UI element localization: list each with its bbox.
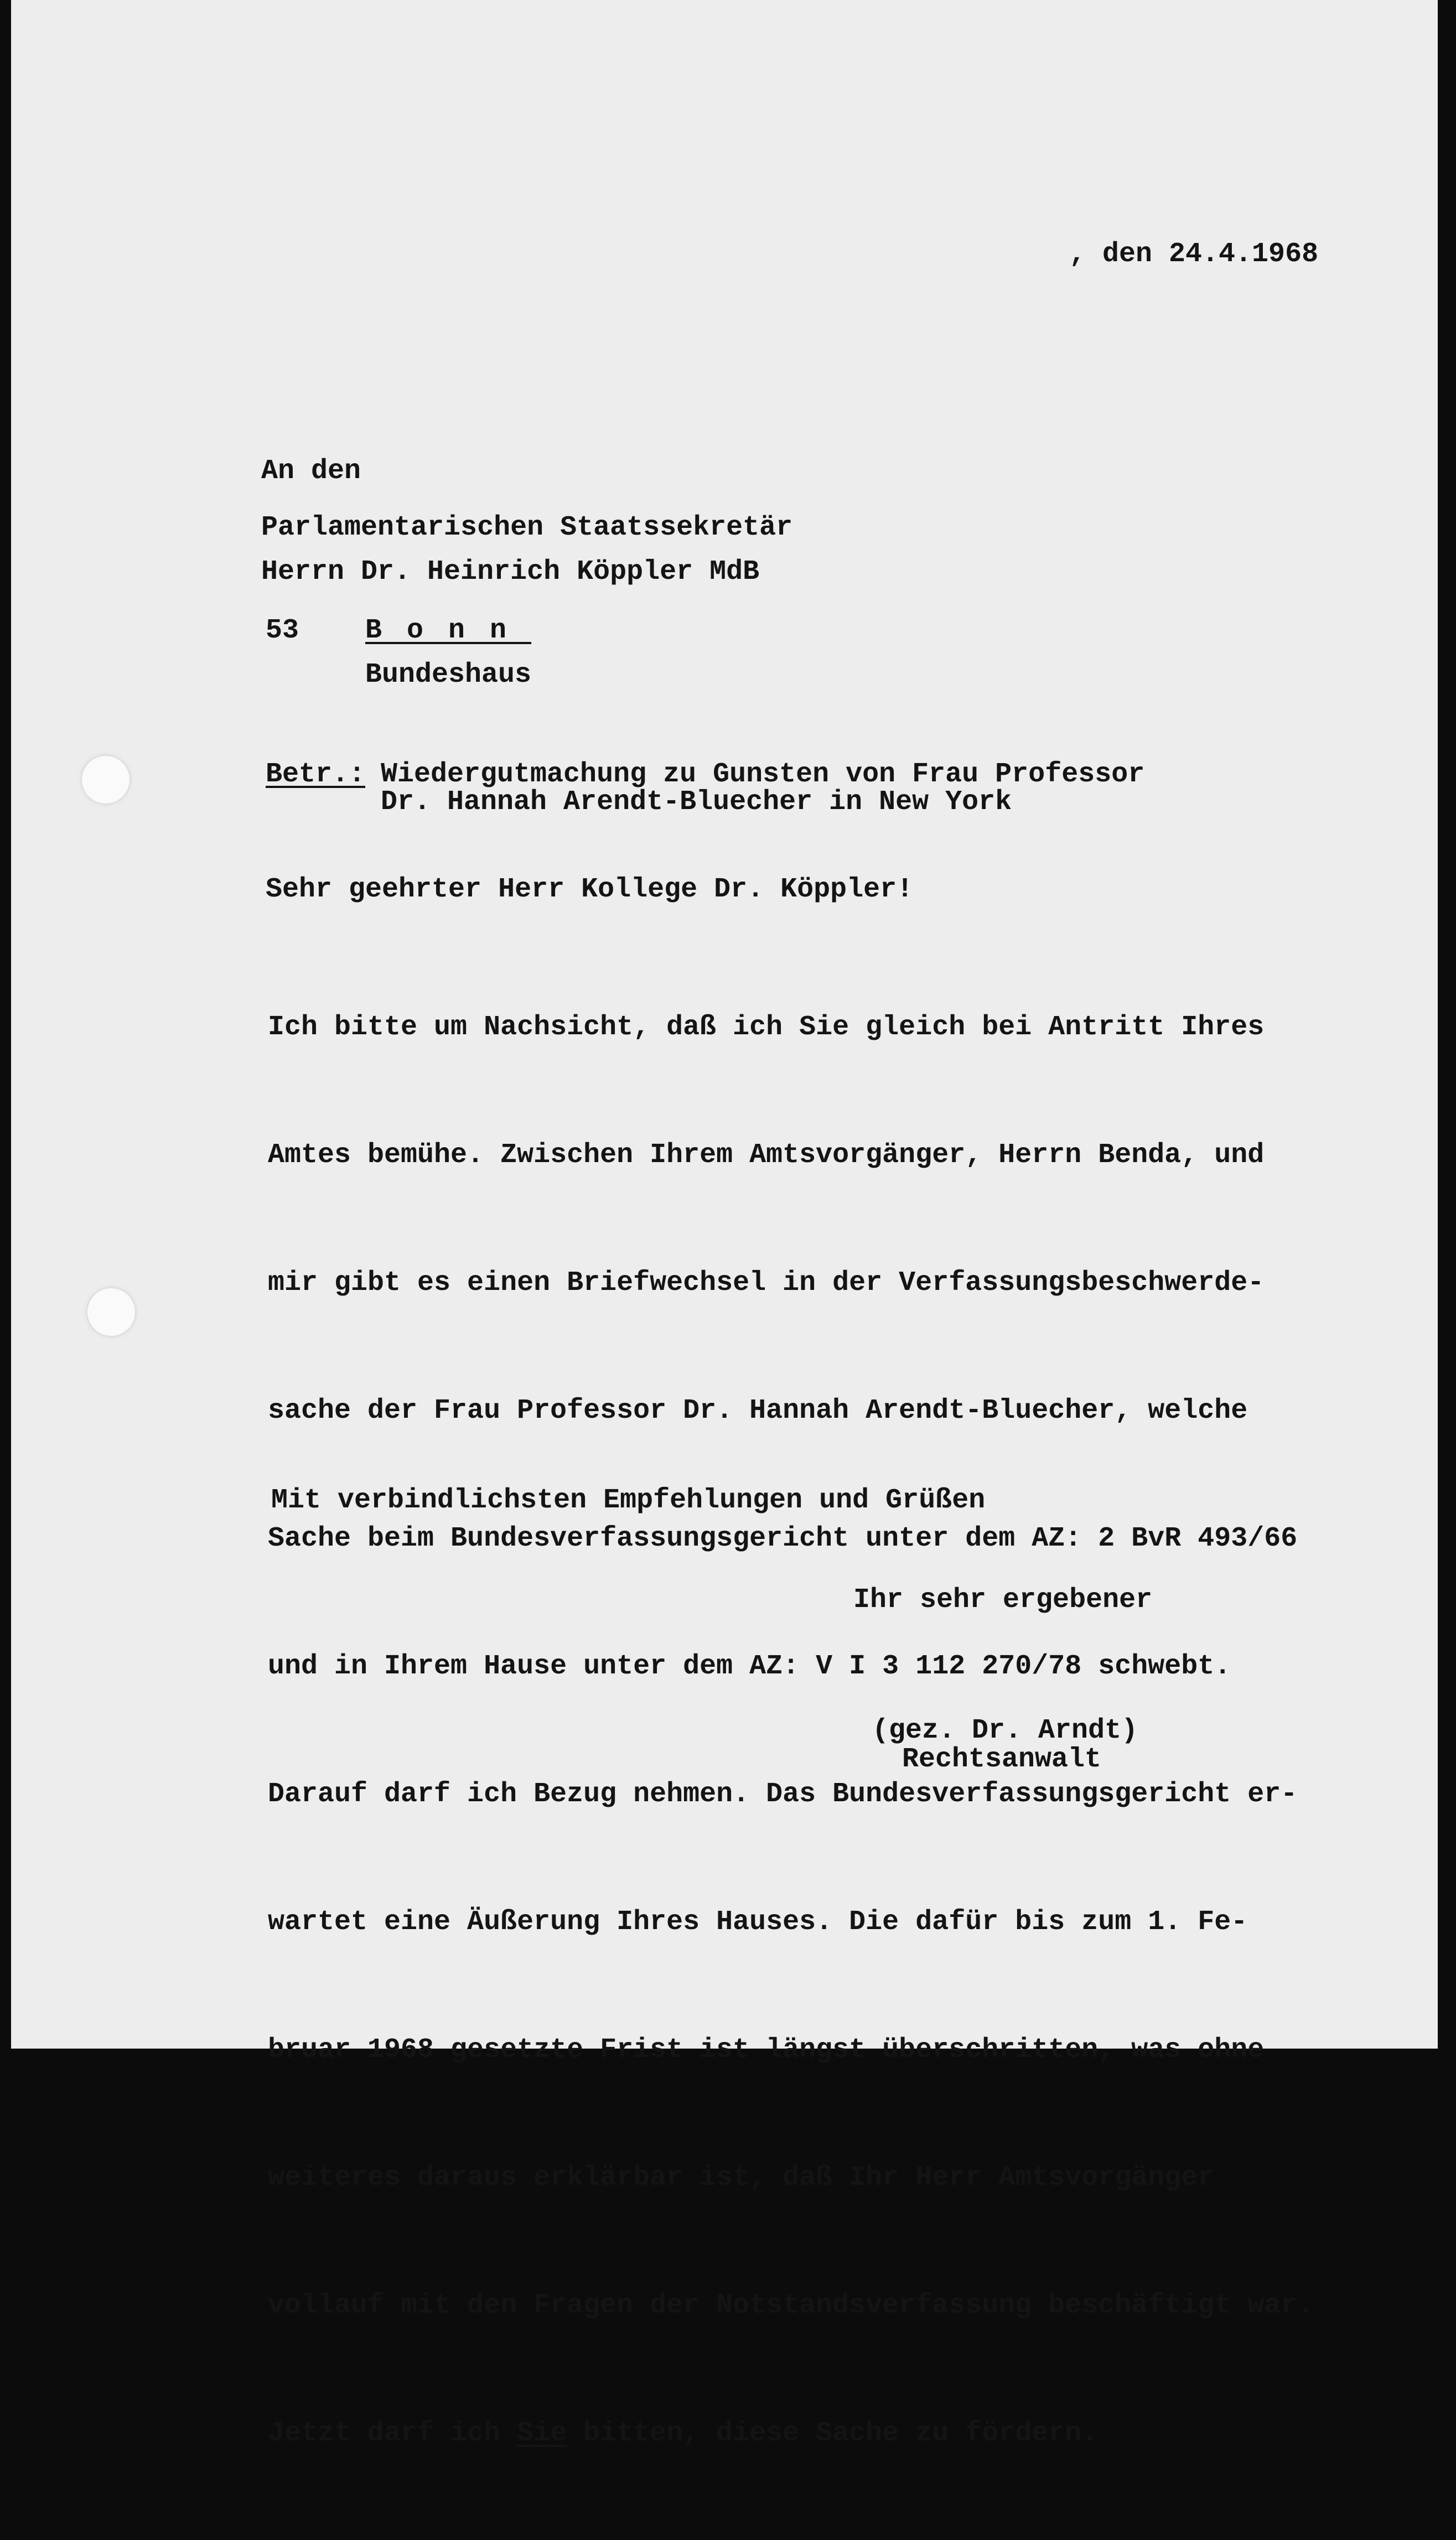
- subject-line-1: Wiedergutmachung zu Gunsten von Frau Professor: [381, 759, 1145, 790]
- body-line: Ich bitte um Nachsicht, daß ich Sie gleich bei Antritt Ihres: [268, 1012, 1265, 1043]
- body-line: weiteres daraus erklärbar ist, daß Ihr Herr Amtsvorgänger: [268, 2162, 1215, 2194]
- date-line: , den 24.4.1968: [1069, 239, 1319, 270]
- punch-hole-bottom: [87, 1288, 135, 1336]
- subject-line-2: Dr. Hannah Arendt-Bluecher in New York: [381, 786, 1012, 818]
- body-line: Sache beim Bundesverfassungsgericht unter dem AZ: 2 BvR 493/66: [268, 1523, 1298, 1554]
- punch-hole-top: [82, 756, 129, 804]
- recipient-name: Herrn Dr. Heinrich Köppler MdB: [261, 556, 760, 588]
- signer-title: Rechtsanwalt: [902, 1744, 1102, 1775]
- body-line: vollauf mit den Fragen der Notstandsverfassung beschäftigt war.: [268, 2290, 1314, 2321]
- body-line: wartet eine Äußerung Ihres Hauses. Die dafür bis zum 1. Fe-: [268, 1906, 1248, 1938]
- building: Bundeshaus: [365, 659, 532, 691]
- closing: Mit verbindlichsten Empfehlungen und Grüßen: [271, 1485, 986, 1516]
- body-last-line: [268, 2412, 1314, 2455]
- city: Bonn: [365, 615, 532, 646]
- signature: (gez. Dr. Arndt): [872, 1715, 1138, 1746]
- postal-code: 53: [266, 615, 299, 646]
- subject-label: Betr.:: [266, 759, 366, 790]
- body-line: Darauf darf ich Bezug nehmen. Das Bundesverfassungsgericht er-: [268, 1779, 1298, 1810]
- body-line: Amtes bemühe. Zwischen Ihrem Amtsvorgänger, Herrn Benda, und: [268, 1139, 1265, 1171]
- greeting: Sehr geehrter Herr Kollege Dr. Köppler!: [266, 874, 914, 905]
- emphasized-word: Sie: [517, 2418, 567, 2449]
- sign-off: Ihr sehr ergebener: [853, 1584, 1153, 1616]
- recipient-title: Parlamentarischen Staatssekretär: [261, 512, 793, 543]
- letter-page: [11, 0, 1438, 2449]
- recipient-prefix: An den: [261, 455, 361, 487]
- body-line: mir gibt es einen Briefwechsel in der Verfassungsbeschwerde-: [268, 1267, 1265, 1299]
- body-line: bruar 1968 gesetzte Frist ist längst überschritten, was ohne: [268, 2034, 1265, 2066]
- body-line: und in Ihrem Hause unter dem AZ: V I 3 112 270/78 schwebt.: [268, 1651, 1231, 1682]
- body-line: sache der Frau Professor Dr. Hannah Arendt-Bluecher, welche: [268, 1395, 1248, 1427]
- body-text: [268, 921, 1314, 2540]
- last-line-end: bitten, diese Sache zu fördern.: [567, 2418, 1099, 2449]
- last-line-start: Jetzt darf ich: [268, 2418, 517, 2449]
